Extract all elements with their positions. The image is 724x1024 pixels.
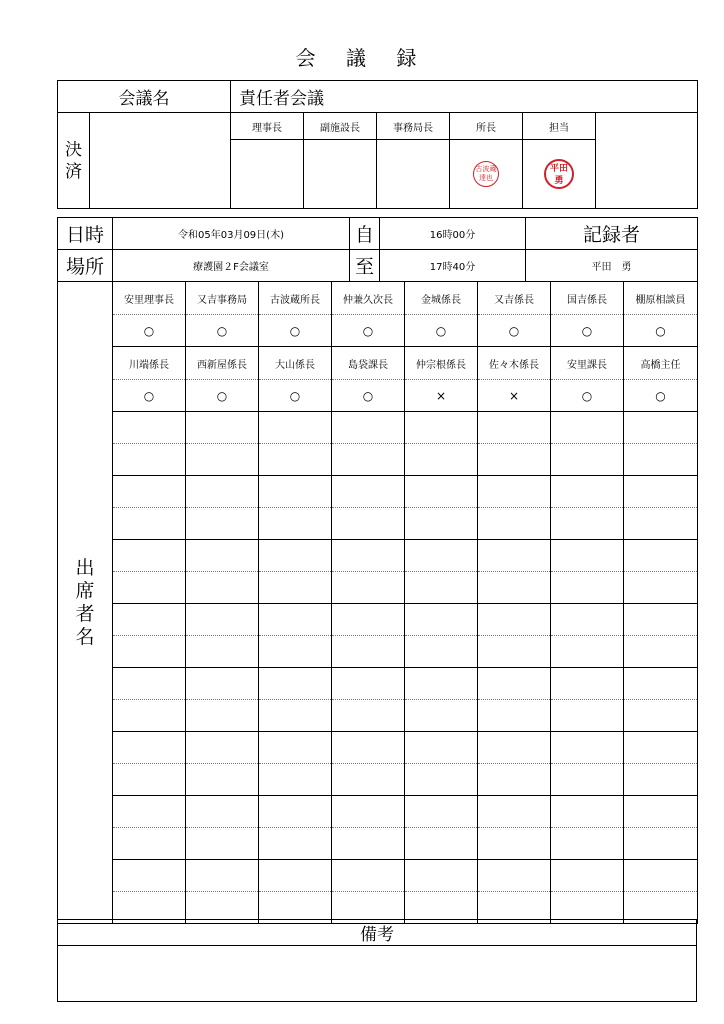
attendee-blank-cell[interactable] bbox=[478, 636, 551, 668]
role-vice-director: 副施設長 bbox=[304, 113, 377, 140]
attendee-name: 安里課長 bbox=[551, 347, 624, 380]
attendance-mark[interactable]: ○ bbox=[113, 315, 186, 347]
place-label: 場所 bbox=[58, 250, 113, 282]
attendee-blank-cell[interactable] bbox=[624, 700, 698, 732]
attendee-blank-cell[interactable] bbox=[624, 732, 698, 764]
attendee-blank-cell[interactable] bbox=[332, 476, 405, 508]
attendee-blank-cell[interactable] bbox=[259, 412, 332, 444]
attendee-name: 高橋主任 bbox=[624, 347, 698, 380]
attendee-blank-cell[interactable] bbox=[259, 540, 332, 572]
attendance-mark[interactable]: ○ bbox=[551, 380, 624, 412]
attendee-blank-cell[interactable] bbox=[259, 636, 332, 668]
attendee-blank-cell[interactable] bbox=[186, 604, 259, 636]
attendee-blank-cell[interactable] bbox=[624, 508, 698, 540]
attendee-blank-cell[interactable] bbox=[551, 860, 624, 892]
attendee-blank-cell[interactable] bbox=[478, 764, 551, 796]
attendee-name: 棚原相談員 bbox=[624, 282, 698, 315]
attendee-name: 仲宗根係長 bbox=[405, 347, 478, 380]
attendance-mark[interactable]: ○ bbox=[332, 380, 405, 412]
from-label: 自 bbox=[350, 218, 380, 250]
attendee-blank-cell[interactable] bbox=[624, 764, 698, 796]
attendee-blank-cell[interactable] bbox=[405, 412, 478, 444]
attendee-blank-cell[interactable] bbox=[113, 828, 186, 860]
attendee-blank-cell[interactable] bbox=[478, 732, 551, 764]
attendee-blank-cell[interactable] bbox=[332, 508, 405, 540]
director-seal-stamp: 古波蔵 達也 bbox=[473, 161, 499, 187]
attendee-blank-cell[interactable] bbox=[551, 700, 624, 732]
attendee-blank-cell[interactable] bbox=[332, 764, 405, 796]
attendee-blank-cell[interactable] bbox=[259, 476, 332, 508]
attendee-name: 国吉係長 bbox=[551, 282, 624, 315]
attendee-blank-cell[interactable] bbox=[405, 476, 478, 508]
attendee-blank-cell[interactable] bbox=[478, 412, 551, 444]
attendee-name: 仲兼久次長 bbox=[332, 282, 405, 315]
attendee-blank-cell[interactable] bbox=[551, 444, 624, 476]
attendance-mark[interactable]: ○ bbox=[259, 380, 332, 412]
attendee-blank-cell[interactable] bbox=[186, 764, 259, 796]
attendance-mark[interactable]: ○ bbox=[186, 315, 259, 347]
attendee-blank-cell[interactable] bbox=[186, 572, 259, 604]
attendee-name: 川端係長 bbox=[113, 347, 186, 380]
attendee-blank-cell[interactable] bbox=[113, 412, 186, 444]
attendee-blank-cell[interactable] bbox=[113, 860, 186, 892]
attendee-blank-cell[interactable] bbox=[332, 732, 405, 764]
meeting-name-value[interactable]: 責任者会議 bbox=[231, 81, 698, 113]
attendee-name: 古波蔵所長 bbox=[259, 282, 332, 315]
remarks-table bbox=[57, 919, 697, 1002]
attendee-name: 金城係長 bbox=[405, 282, 478, 315]
stamp-box-staff[interactable] bbox=[523, 140, 596, 209]
attendee-blank-cell[interactable] bbox=[624, 412, 698, 444]
attendee-blank-cell[interactable] bbox=[332, 540, 405, 572]
attendee-blank-cell[interactable] bbox=[259, 796, 332, 828]
attendee-blank-cell[interactable] bbox=[405, 828, 478, 860]
stamp-box-director[interactable] bbox=[450, 140, 523, 209]
attendee-blank-cell[interactable] bbox=[259, 732, 332, 764]
staff-seal-stamp: 平田 勇 bbox=[544, 159, 574, 189]
attendee-blank-cell[interactable] bbox=[113, 668, 186, 700]
attendance-mark[interactable]: ○ bbox=[624, 380, 698, 412]
attendee-blank-cell[interactable] bbox=[405, 508, 478, 540]
attendee-blank-cell[interactable] bbox=[478, 796, 551, 828]
attendee-blank-cell[interactable] bbox=[113, 700, 186, 732]
attendee-blank-cell[interactable] bbox=[624, 860, 698, 892]
document-title: 会 議 録 bbox=[295, 46, 429, 70]
attendee-blank-cell[interactable] bbox=[259, 604, 332, 636]
attendee-blank-cell[interactable] bbox=[624, 828, 698, 860]
attendee-blank-cell[interactable] bbox=[551, 668, 624, 700]
attendee-blank-cell[interactable] bbox=[332, 572, 405, 604]
attendee-blank-cell[interactable] bbox=[113, 540, 186, 572]
attendee-blank-cell[interactable] bbox=[405, 604, 478, 636]
attendee-blank-cell[interactable] bbox=[259, 764, 332, 796]
attendance-mark[interactable]: ○ bbox=[259, 315, 332, 347]
approval-extra-blank bbox=[596, 113, 698, 209]
approval-table bbox=[57, 80, 698, 209]
attendee-blank-cell[interactable] bbox=[624, 604, 698, 636]
attendance-mark[interactable]: ○ bbox=[113, 380, 186, 412]
attendee-blank-cell[interactable] bbox=[259, 508, 332, 540]
attendee-blank-cell[interactable] bbox=[332, 444, 405, 476]
attendee-name: 西新屋係長 bbox=[186, 347, 259, 380]
attendee-blank-cell[interactable] bbox=[259, 860, 332, 892]
attendee-blank-cell[interactable] bbox=[113, 444, 186, 476]
attendee-blank-cell[interactable] bbox=[332, 828, 405, 860]
attendee-blank-cell[interactable] bbox=[186, 732, 259, 764]
role-chairman: 理事長 bbox=[231, 113, 304, 140]
attendee-blank-cell[interactable] bbox=[259, 444, 332, 476]
attendee-blank-cell[interactable] bbox=[113, 796, 186, 828]
attendee-blank-cell[interactable] bbox=[624, 796, 698, 828]
attendee-blank-cell[interactable] bbox=[551, 604, 624, 636]
attendee-blank-cell[interactable] bbox=[186, 412, 259, 444]
role-director: 所長 bbox=[450, 113, 523, 140]
attendee-blank-cell[interactable] bbox=[186, 668, 259, 700]
attendee-blank-cell[interactable] bbox=[405, 572, 478, 604]
remarks-label: 備考 bbox=[58, 920, 697, 946]
attendee-blank-cell[interactable] bbox=[624, 572, 698, 604]
attendee-blank-cell[interactable] bbox=[186, 828, 259, 860]
attendance-mark[interactable]: ○ bbox=[624, 315, 698, 347]
attendee-name: 大山係長 bbox=[259, 347, 332, 380]
approval-blank bbox=[90, 113, 231, 209]
attendance-mark[interactable]: ○ bbox=[405, 315, 478, 347]
attendee-name: 島袋課長 bbox=[332, 347, 405, 380]
attendee-blank-cell[interactable] bbox=[332, 668, 405, 700]
attendee-blank-cell[interactable] bbox=[624, 444, 698, 476]
attendee-blank-cell[interactable] bbox=[113, 732, 186, 764]
attendee-blank-cell[interactable] bbox=[551, 508, 624, 540]
role-staff: 担当 bbox=[523, 113, 596, 140]
attendee-blank-cell[interactable] bbox=[259, 572, 332, 604]
attendance-mark[interactable]: ○ bbox=[332, 315, 405, 347]
attendees-label: 出 席 者 名 bbox=[58, 282, 113, 924]
attendee-blank-cell[interactable] bbox=[478, 604, 551, 636]
attendee-blank-cell[interactable] bbox=[405, 764, 478, 796]
attendee-blank-cell[interactable] bbox=[332, 604, 405, 636]
attendee-blank-cell[interactable] bbox=[478, 540, 551, 572]
attendance-mark[interactable]: ○ bbox=[186, 380, 259, 412]
attendee-blank-cell[interactable] bbox=[478, 860, 551, 892]
place-value[interactable]: 療護園２F会議室 bbox=[113, 250, 350, 282]
datetime-table bbox=[57, 217, 698, 282]
attendee-blank-cell[interactable] bbox=[113, 508, 186, 540]
attendance-mark[interactable]: × bbox=[405, 380, 478, 412]
recorder-label: 記録者 bbox=[526, 218, 698, 250]
attendee-blank-cell[interactable] bbox=[478, 828, 551, 860]
date-value[interactable]: 令和05年03月09日(木) bbox=[113, 218, 350, 250]
attendee-blank-cell[interactable] bbox=[113, 764, 186, 796]
attendee-blank-cell[interactable] bbox=[624, 636, 698, 668]
attendance-mark[interactable]: ○ bbox=[551, 315, 624, 347]
approval-label: 決 済 bbox=[58, 113, 90, 209]
attendee-blank-cell[interactable] bbox=[332, 796, 405, 828]
stamp-box-secretary-general[interactable] bbox=[377, 140, 450, 209]
stamp-box-vice-director[interactable] bbox=[304, 140, 377, 209]
to-label: 至 bbox=[350, 250, 380, 282]
attendee-blank-cell[interactable] bbox=[478, 572, 551, 604]
start-time[interactable]: 16時00分 bbox=[380, 218, 526, 250]
attendee-blank-cell[interactable] bbox=[478, 700, 551, 732]
attendee-blank-cell[interactable] bbox=[186, 860, 259, 892]
attendee-blank-cell[interactable] bbox=[332, 860, 405, 892]
meeting-name-label: 会議名 bbox=[58, 81, 231, 113]
attendee-blank-cell[interactable] bbox=[332, 412, 405, 444]
attendee-blank-cell[interactable] bbox=[186, 476, 259, 508]
attendee-blank-cell[interactable] bbox=[551, 828, 624, 860]
attendee-blank-cell[interactable] bbox=[551, 412, 624, 444]
attendee-blank-cell[interactable] bbox=[551, 636, 624, 668]
attendee-blank-cell[interactable] bbox=[478, 476, 551, 508]
attendee-blank-cell[interactable] bbox=[113, 476, 186, 508]
attendee-blank-cell[interactable] bbox=[259, 828, 332, 860]
attendee-blank-cell[interactable] bbox=[405, 444, 478, 476]
attendee-blank-cell[interactable] bbox=[332, 700, 405, 732]
end-time[interactable]: 17時40分 bbox=[380, 250, 526, 282]
attendee-blank-cell[interactable] bbox=[551, 572, 624, 604]
remarks-body[interactable] bbox=[58, 946, 697, 1002]
attendee-blank-cell[interactable] bbox=[332, 636, 405, 668]
attendee-blank-cell[interactable] bbox=[259, 668, 332, 700]
attendee-name: 又吉係長 bbox=[478, 282, 551, 315]
attendance-mark[interactable]: ○ bbox=[478, 315, 551, 347]
role-secretary-general: 事務局長 bbox=[377, 113, 450, 140]
attendee-name: 安里理事長 bbox=[113, 282, 186, 315]
attendee-blank-cell[interactable] bbox=[624, 540, 698, 572]
attendee-blank-cell[interactable] bbox=[405, 636, 478, 668]
attendee-blank-cell[interactable] bbox=[186, 540, 259, 572]
attendee-blank-cell[interactable] bbox=[478, 444, 551, 476]
recorder-name[interactable]: 平田 勇 bbox=[526, 250, 698, 282]
stamp-box-chairman[interactable] bbox=[231, 140, 304, 209]
attendee-name: 佐々木係長 bbox=[478, 347, 551, 380]
attendee-blank-cell[interactable] bbox=[405, 540, 478, 572]
attendee-blank-cell[interactable] bbox=[186, 508, 259, 540]
attendee-blank-cell[interactable] bbox=[186, 636, 259, 668]
date-label: 日時 bbox=[58, 218, 113, 250]
attendee-blank-cell[interactable] bbox=[551, 732, 624, 764]
attendance-mark[interactable]: × bbox=[478, 380, 551, 412]
attendee-blank-cell[interactable] bbox=[405, 860, 478, 892]
attendee-blank-cell[interactable] bbox=[551, 540, 624, 572]
attendee-name: 又吉事務局 bbox=[186, 282, 259, 315]
attendee-blank-cell[interactable] bbox=[551, 476, 624, 508]
attendee-blank-cell[interactable] bbox=[551, 764, 624, 796]
attendee-blank-cell[interactable] bbox=[113, 604, 186, 636]
attendees-table bbox=[57, 281, 698, 924]
attendee-blank-cell[interactable] bbox=[186, 796, 259, 828]
attendee-blank-cell[interactable] bbox=[113, 572, 186, 604]
attendee-blank-cell[interactable] bbox=[624, 476, 698, 508]
attendee-blank-cell[interactable] bbox=[478, 508, 551, 540]
attendee-blank-cell[interactable] bbox=[624, 668, 698, 700]
attendee-blank-cell[interactable] bbox=[478, 668, 551, 700]
attendee-blank-cell[interactable] bbox=[405, 732, 478, 764]
attendee-blank-cell[interactable] bbox=[259, 700, 332, 732]
attendee-blank-cell[interactable] bbox=[405, 700, 478, 732]
attendee-blank-cell[interactable] bbox=[113, 636, 186, 668]
attendee-blank-cell[interactable] bbox=[405, 796, 478, 828]
attendee-blank-cell[interactable] bbox=[186, 700, 259, 732]
attendee-blank-cell[interactable] bbox=[405, 668, 478, 700]
attendee-blank-cell[interactable] bbox=[186, 444, 259, 476]
attendee-blank-cell[interactable] bbox=[551, 796, 624, 828]
